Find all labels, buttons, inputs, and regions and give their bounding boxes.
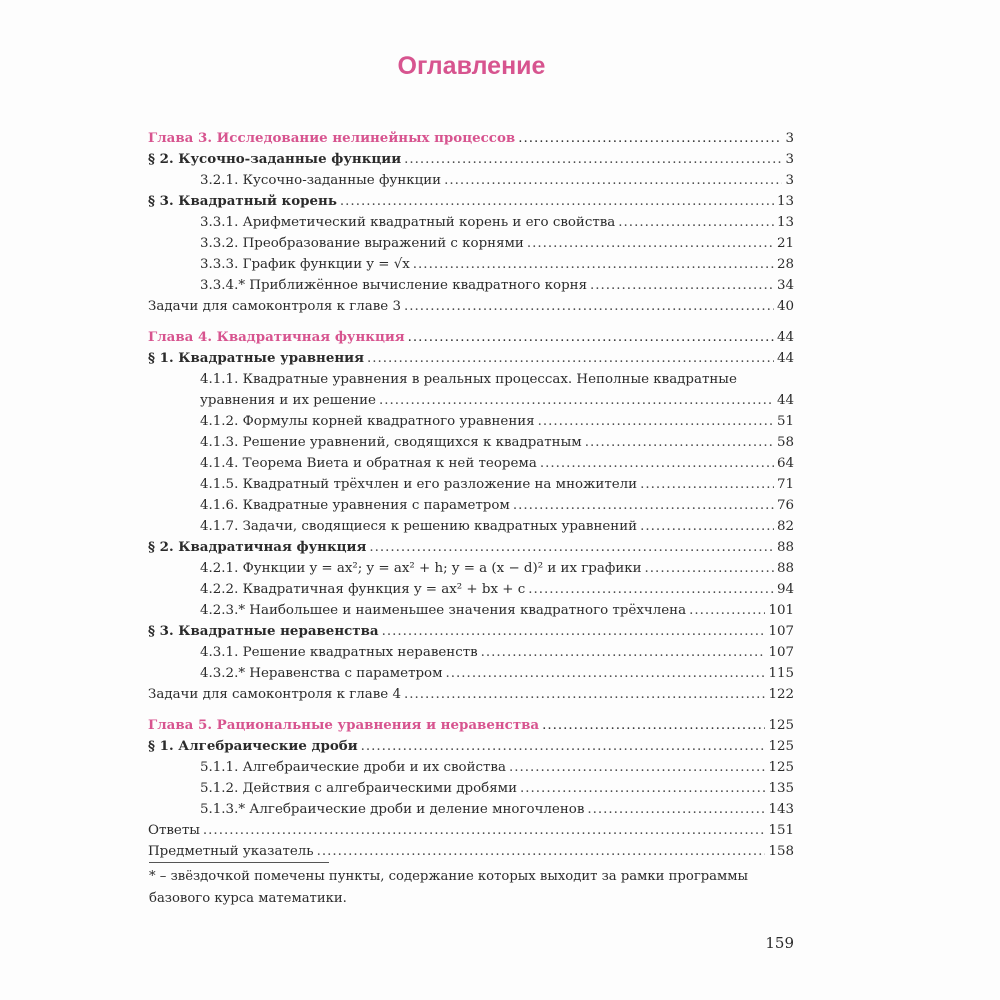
- leader-dots: [446, 663, 766, 684]
- toc-entry: [148, 663, 794, 684]
- toc-entry-label: 4.1.1. Квадратные уравнения в реальных процессах. Неполные квадратные: [200, 372, 737, 387]
- toc-entry: [148, 820, 794, 841]
- leader-dots: [379, 390, 774, 411]
- leader-dots: [404, 296, 774, 317]
- toc-page-number: 122: [768, 687, 794, 702]
- leader-dots: [513, 495, 774, 516]
- toc-entry-label: § 3. Квадратные неравенства: [148, 623, 379, 639]
- toc-page-number: 125: [768, 760, 794, 775]
- toc-entry: [148, 191, 794, 212]
- toc-entry-label: § 1. Алгебраические дроби: [148, 738, 358, 754]
- toc-page-number: 44: [776, 393, 794, 408]
- toc-entry: [148, 537, 794, 558]
- toc-page-number: 21: [776, 236, 794, 251]
- toc-page-number: 44: [776, 330, 794, 345]
- toc-entry: [148, 579, 794, 600]
- toc-entry: [148, 149, 794, 170]
- toc-entry: [148, 474, 794, 495]
- toc-page-number: 71: [776, 477, 794, 492]
- toc-page-number: 82: [776, 519, 794, 534]
- toc-entry: [148, 212, 794, 233]
- toc-entry-label: § 2. Квадратичная функция: [148, 539, 367, 555]
- toc-entry-label: 3.3.4.* Приближённое вычисление квадратного корня: [200, 278, 588, 293]
- toc-entry: [148, 369, 794, 411]
- toc-entry-label: 4.2.1. Функции y = ax²; y = ax² + h; y = a (x − d)² и их графики: [200, 561, 642, 576]
- toc-entry: [148, 453, 794, 474]
- toc-page-number: 115: [768, 666, 794, 681]
- toc-page-number: 3: [785, 131, 794, 146]
- toc-page-number: 101: [768, 603, 794, 618]
- leader-dots: [540, 453, 774, 474]
- toc-entry: [148, 275, 794, 296]
- leader-dots: [528, 579, 774, 600]
- toc-entry-label: Глава 4. Квадратичная функция: [148, 329, 405, 345]
- toc-entry-label: 4.1.5. Квадратный трёхчлен и его разложение на множители: [200, 477, 638, 492]
- toc-page-number: 58: [776, 435, 794, 450]
- toc-entry: [148, 736, 794, 757]
- toc-entry: [148, 715, 794, 736]
- toc-page-number: 94: [776, 582, 794, 597]
- toc-page-number: 64: [776, 456, 794, 471]
- leader-dots: [509, 757, 765, 778]
- leader-dots: [404, 149, 782, 170]
- leader-dots: [481, 642, 766, 663]
- leader-dots: [520, 778, 765, 799]
- toc-entry-label: 5.1.2. Действия с алгебраическими дробями: [200, 781, 518, 796]
- toc-entry: [148, 516, 794, 537]
- toc-page-number: 125: [768, 739, 794, 754]
- toc-entry: [148, 799, 794, 820]
- leader-dots: [585, 432, 774, 453]
- toc-page-number: 88: [776, 561, 794, 576]
- leader-dots: [317, 841, 766, 862]
- toc-page-number: 143: [768, 802, 794, 817]
- page-title: Оглавление: [397, 52, 546, 80]
- toc-entry-label: 4.1.6. Квадратные уравнения с параметром: [200, 498, 510, 513]
- toc-page-number: 3: [785, 173, 794, 188]
- toc-page-number: 51: [776, 414, 794, 429]
- toc-page-number: 107: [768, 645, 794, 660]
- leader-dots: [404, 684, 765, 705]
- leader-dots: [527, 233, 774, 254]
- toc-page-number: 125: [768, 718, 794, 733]
- toc-entry-label: Глава 3. Исследование нелинейных процессов: [148, 130, 516, 146]
- leader-dots: [587, 799, 765, 820]
- toc-entry-label: 4.3.2.* Неравенства с параметром: [200, 666, 443, 681]
- toc-entry-label: 4.2.2. Квадратичная функция y = ax² + bx + c: [200, 582, 526, 597]
- toc-entry-label: Задачи для самоконтроля к главе 4: [148, 687, 401, 702]
- toc-entry: [148, 642, 794, 663]
- toc-entry-label: Глава 5. Рациональные уравнения и неравенства: [148, 717, 540, 733]
- leader-dots: [203, 820, 766, 841]
- toc-entry: [148, 128, 794, 149]
- toc-entry-label: § 3. Квадратный корень: [148, 193, 337, 209]
- toc-entry-label: 4.1.7. Задачи, сводящиеся к решению квадратных уравнений: [200, 519, 638, 534]
- leader-dots: [518, 128, 782, 149]
- toc-entry-label: 4.3.1. Решение квадратных неравенств: [200, 645, 478, 660]
- leader-dots: [618, 212, 774, 233]
- toc-entry-label: 3.3.1. Арифметический квадратный корень и его свойства: [200, 215, 616, 230]
- toc-entry: [148, 600, 794, 621]
- toc-entry-label: Задачи для самоконтроля к главе 3: [148, 299, 401, 314]
- footnote: * – звёздочкой помечены пункты, содержание которых выходит за рамки программы базового курса математики.: [149, 869, 749, 906]
- toc-entry: [148, 621, 794, 642]
- toc-page-number: 76: [776, 498, 794, 513]
- leader-dots: [538, 411, 774, 432]
- toc-entry-label: 4.1.4. Теорема Виета и обратная к ней теорема: [200, 456, 537, 471]
- leader-dots: [542, 715, 765, 736]
- toc-entry: [148, 233, 794, 254]
- leader-dots: [340, 191, 774, 212]
- toc-entry: [148, 495, 794, 516]
- leader-dots: [645, 558, 774, 579]
- page-number: 159: [765, 934, 794, 952]
- toc-page-number: 3: [785, 152, 794, 167]
- toc-page-number: 34: [776, 278, 794, 293]
- toc-entry: [148, 170, 794, 191]
- toc-page-number: 107: [768, 624, 794, 639]
- toc-entry: [148, 348, 794, 369]
- toc-entry-label: 4.1.2. Формулы корней квадратного уравнения: [200, 414, 535, 429]
- footnote-rule: [149, 862, 329, 863]
- toc-page-number: 44: [776, 351, 794, 366]
- toc-entry: [148, 411, 794, 432]
- toc-page-number: 28: [776, 257, 794, 272]
- toc-page-number: 135: [768, 781, 794, 796]
- toc-entry: [148, 778, 794, 799]
- toc-entry-label: 3.2.1. Кусочно-заданные функции: [200, 173, 442, 188]
- leader-dots: [444, 170, 782, 191]
- table-of-contents: [148, 128, 794, 862]
- toc-page-number: 13: [776, 215, 794, 230]
- toc-page-number: 88: [776, 540, 794, 555]
- toc-entry-label: уравнения и их решение: [200, 393, 376, 408]
- leader-dots: [408, 327, 774, 348]
- toc-page-number: 13: [776, 194, 794, 209]
- leader-dots: [367, 348, 774, 369]
- toc-entry: [148, 684, 794, 705]
- leader-dots: [413, 254, 774, 275]
- toc-entry: [148, 327, 794, 348]
- leader-dots: [689, 600, 765, 621]
- toc-entry-label: 5.1.3.* Алгебраические дроби и деление многочленов: [200, 802, 585, 817]
- toc-entry: [148, 432, 794, 453]
- toc-entry-label: 3.3.2. Преобразование выражений с корнями: [200, 236, 524, 251]
- toc-page-number: 158: [768, 844, 794, 859]
- leader-dots: [640, 516, 774, 537]
- toc-entry: [148, 841, 794, 862]
- toc-entry-label: § 1. Квадратные уравнения: [148, 350, 364, 366]
- toc-entry-label: Ответы: [148, 823, 200, 838]
- leader-dots: [369, 537, 774, 558]
- toc-entry: [148, 296, 794, 317]
- leader-dots: [382, 621, 766, 642]
- toc-entry: [148, 254, 794, 275]
- toc-entry: [148, 757, 794, 778]
- leader-dots: [640, 474, 774, 495]
- leader-dots: [361, 736, 766, 757]
- toc-entry-label: 4.1.3. Решение уравнений, сводящихся к квадратным: [200, 435, 582, 450]
- toc-entry-label: § 2. Кусочно-заданные функции: [148, 151, 402, 167]
- toc-entry: [148, 558, 794, 579]
- toc-entry-label: 3.3.3. График функции y = √x: [200, 257, 410, 272]
- toc-entry-label: Предметный указатель: [148, 844, 314, 859]
- toc-page-number: 40: [776, 299, 794, 314]
- toc-page-number: 151: [768, 823, 794, 838]
- leader-dots: [590, 275, 774, 296]
- toc-entry-label: 5.1.1. Алгебраические дроби и их свойства: [200, 760, 506, 775]
- toc-entry-label: 4.2.3.* Наибольшее и наименьшее значения квадратного трёхчлена: [200, 603, 687, 618]
